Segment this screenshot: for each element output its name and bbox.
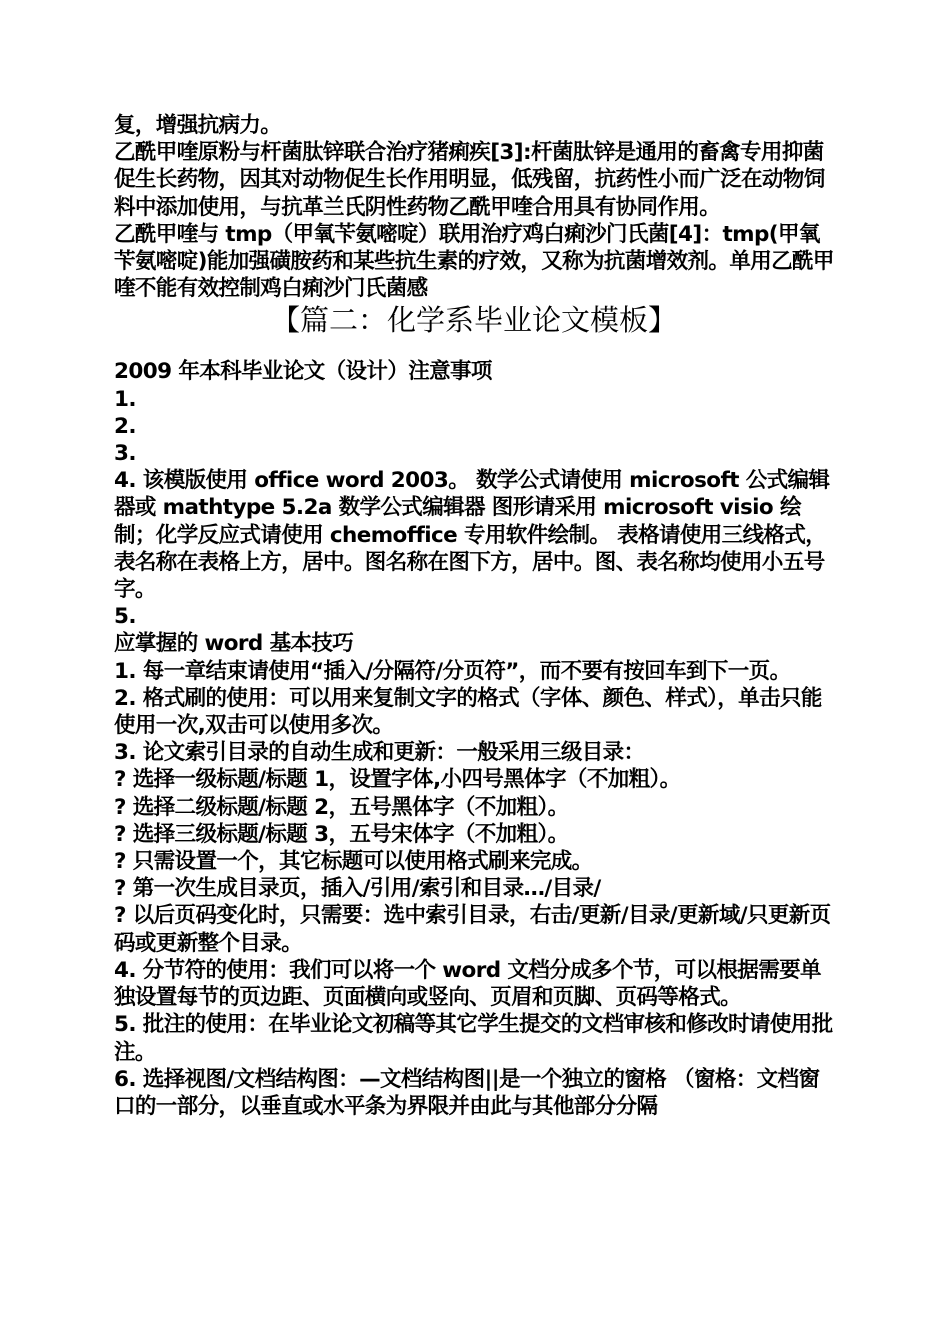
list-item: 3. 论文索引目录的自动生成和更新：一般采用三级目录：	[114, 740, 645, 766]
bullet-item: ? 选择二级标题/标题 2，五号黑体字（不加粗）。	[114, 794, 569, 820]
list-item: 4. 该模版使用 office word 2003。 数学公式请使用 microsoft 公式编辑器或 mathtype 5.2a 数学公式编辑器 图形请采用 microsoft visio 绘制；化学反应式请使用 chemoffice 专用软件绘制。 表格请使用三线格式，表名称在表格上方，居中。图名称在图下方，居中。图、表名称均使用小五号字。	[114, 468, 830, 603]
list-item: 4. 分节符的使用：我们可以将一个 word 文档分成多个节，可以根据需要单独设置每节的页边距、页面横向或竖向、页眉和页脚、页码等格式。	[114, 957, 821, 1011]
bullet-item: ? 只需设置一个，其它标题可以使用格式刷来完成。	[114, 849, 593, 875]
list-item: 5. 批注的使用：在毕业论文初稿等其它学生提交的文档审核和修改时请使用批注。	[114, 1012, 833, 1065]
list-item: 6. 选择视图/文档结构图：—文档结构图||是一个独立的窗格 （窗格：文档窗口的一部分，以垂直或水平条为界限并由此与其他部分分隔	[114, 1066, 820, 1119]
notice-title: 2009 年本科毕业论文（设计）注意事项	[114, 359, 492, 385]
paragraph: 乙酰甲喹与 tmp（甲氧苄氨嘧啶）联用治疗鸡白痢沙门氏菌[4]：tmp(甲氧苄氨嘧啶)能加强磺胺药和某些抗生素的疗效，又称为抗菌增效剂。单用乙酰甲喹不能有效控制鸡白痢沙门氏菌感	[114, 221, 834, 302]
bullet-item: ? 以后页码变化时，只需要：选中索引目录，右击/更新/目录/更新域/只更新页码或更新整个目录。	[114, 903, 831, 956]
list-item: 5.	[114, 604, 136, 630]
list-item: 1.	[114, 386, 136, 412]
bullet-item: ? 第一次生成目录页，插入/引用/索引和目录…/目录/	[114, 876, 601, 902]
list-item: 2. 格式刷的使用：可以用来复制文字的格式（字体、颜色、样式），单击只能使用一次,双击可以使用多次。	[114, 685, 822, 739]
bullet-item: ? 选择一级标题/标题 1，设置字体,小四号黑体字（不加粗）。	[114, 767, 681, 793]
subsection-title: 应掌握的 word 基本技巧	[114, 631, 354, 657]
list-item: 1. 每一章结束请使用“插入/分隔符/分页符”，而不要有按回车到下一页。	[114, 658, 791, 684]
bullet-item: ? 选择三级标题/标题 3，五号宋体字（不加粗）。	[114, 821, 569, 847]
paragraph: 乙酰甲喹原粉与杆菌肽锌联合治疗猪痢疾[3]:杆菌肽锌是通用的畜禽专用抑菌促生长药物，因其对动物促生长作用明显，低残留，抗药性小而广泛在动物饲料中添加使用，与抗革兰氏阴性药物乙酰甲喹合用具有协同作用。	[114, 140, 825, 220]
document-page	[114, 112, 834, 1120]
list-item: 2.	[114, 413, 136, 439]
list-item: 3.	[114, 441, 136, 467]
paragraph: 复，增强抗病力。	[114, 113, 282, 138]
section-heading: 【篇二：化学系毕业论文模板】	[270, 303, 677, 338]
